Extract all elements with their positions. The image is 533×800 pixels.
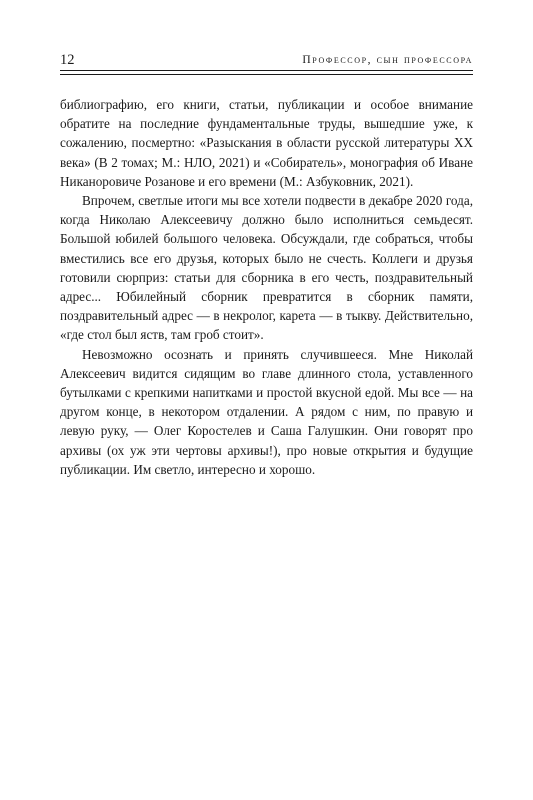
running-head xyxy=(60,52,473,72)
paragraph-2: Впрочем, светлые итоги мы все хотели подвести в декабре 2020 года, когда Николаю Алексеевичу должно было исполниться семьдесят. Большой юбилей большого человека. Обсуждали, где собраться, чтобы вместились все его друзья, которых было не счесть. Коллеги и друзья готовили сюрприз: статьи для сборника в его честь, поздравительный адрес... Юбилейный сборник превратится в сборник памяти, поздравительный адрес — в некролог, карета — в тыкву. Действительно, «где стол был яств, там гроб стоит». xyxy=(60,193,473,343)
header-rule-thin xyxy=(60,74,473,75)
paragraph-3: Невозможно осознать и принять случившееся. Мне Николай Алексеевич видится сидящим во главе длинного стола, уставленного бутылками с крепкими напитками и простой вкусной едой. Мы все — на другом конце, в некотором отдалении. А рядом с ним, по правую и левую руку, — Олег Коростелев и Саша Галушкин. Они говорят про архивы (ох уж эти чертовы архивы!), про новые открытия и будущие публикации. Им светло, интересно и хорошо. xyxy=(60,346,473,477)
running-title: Профессор, сын профессора xyxy=(302,54,473,66)
body-text xyxy=(60,95,473,479)
paragraph-1: библиографию, его книги, статьи, публикации и особое внимание обратите на последние фундаментальные труды, вышедшие уже, к сожалению, посмертно: «Разыскания в области русской литературы XX века» (В 2 томах; М.: НЛО, 2021) и «Собиратель», монография об Иване Никаноровиче Розанове и его времени (М.: Азбуковник, 2021). xyxy=(60,97,473,189)
page-number: 12 xyxy=(60,52,75,68)
header-rule-thick xyxy=(60,70,473,71)
